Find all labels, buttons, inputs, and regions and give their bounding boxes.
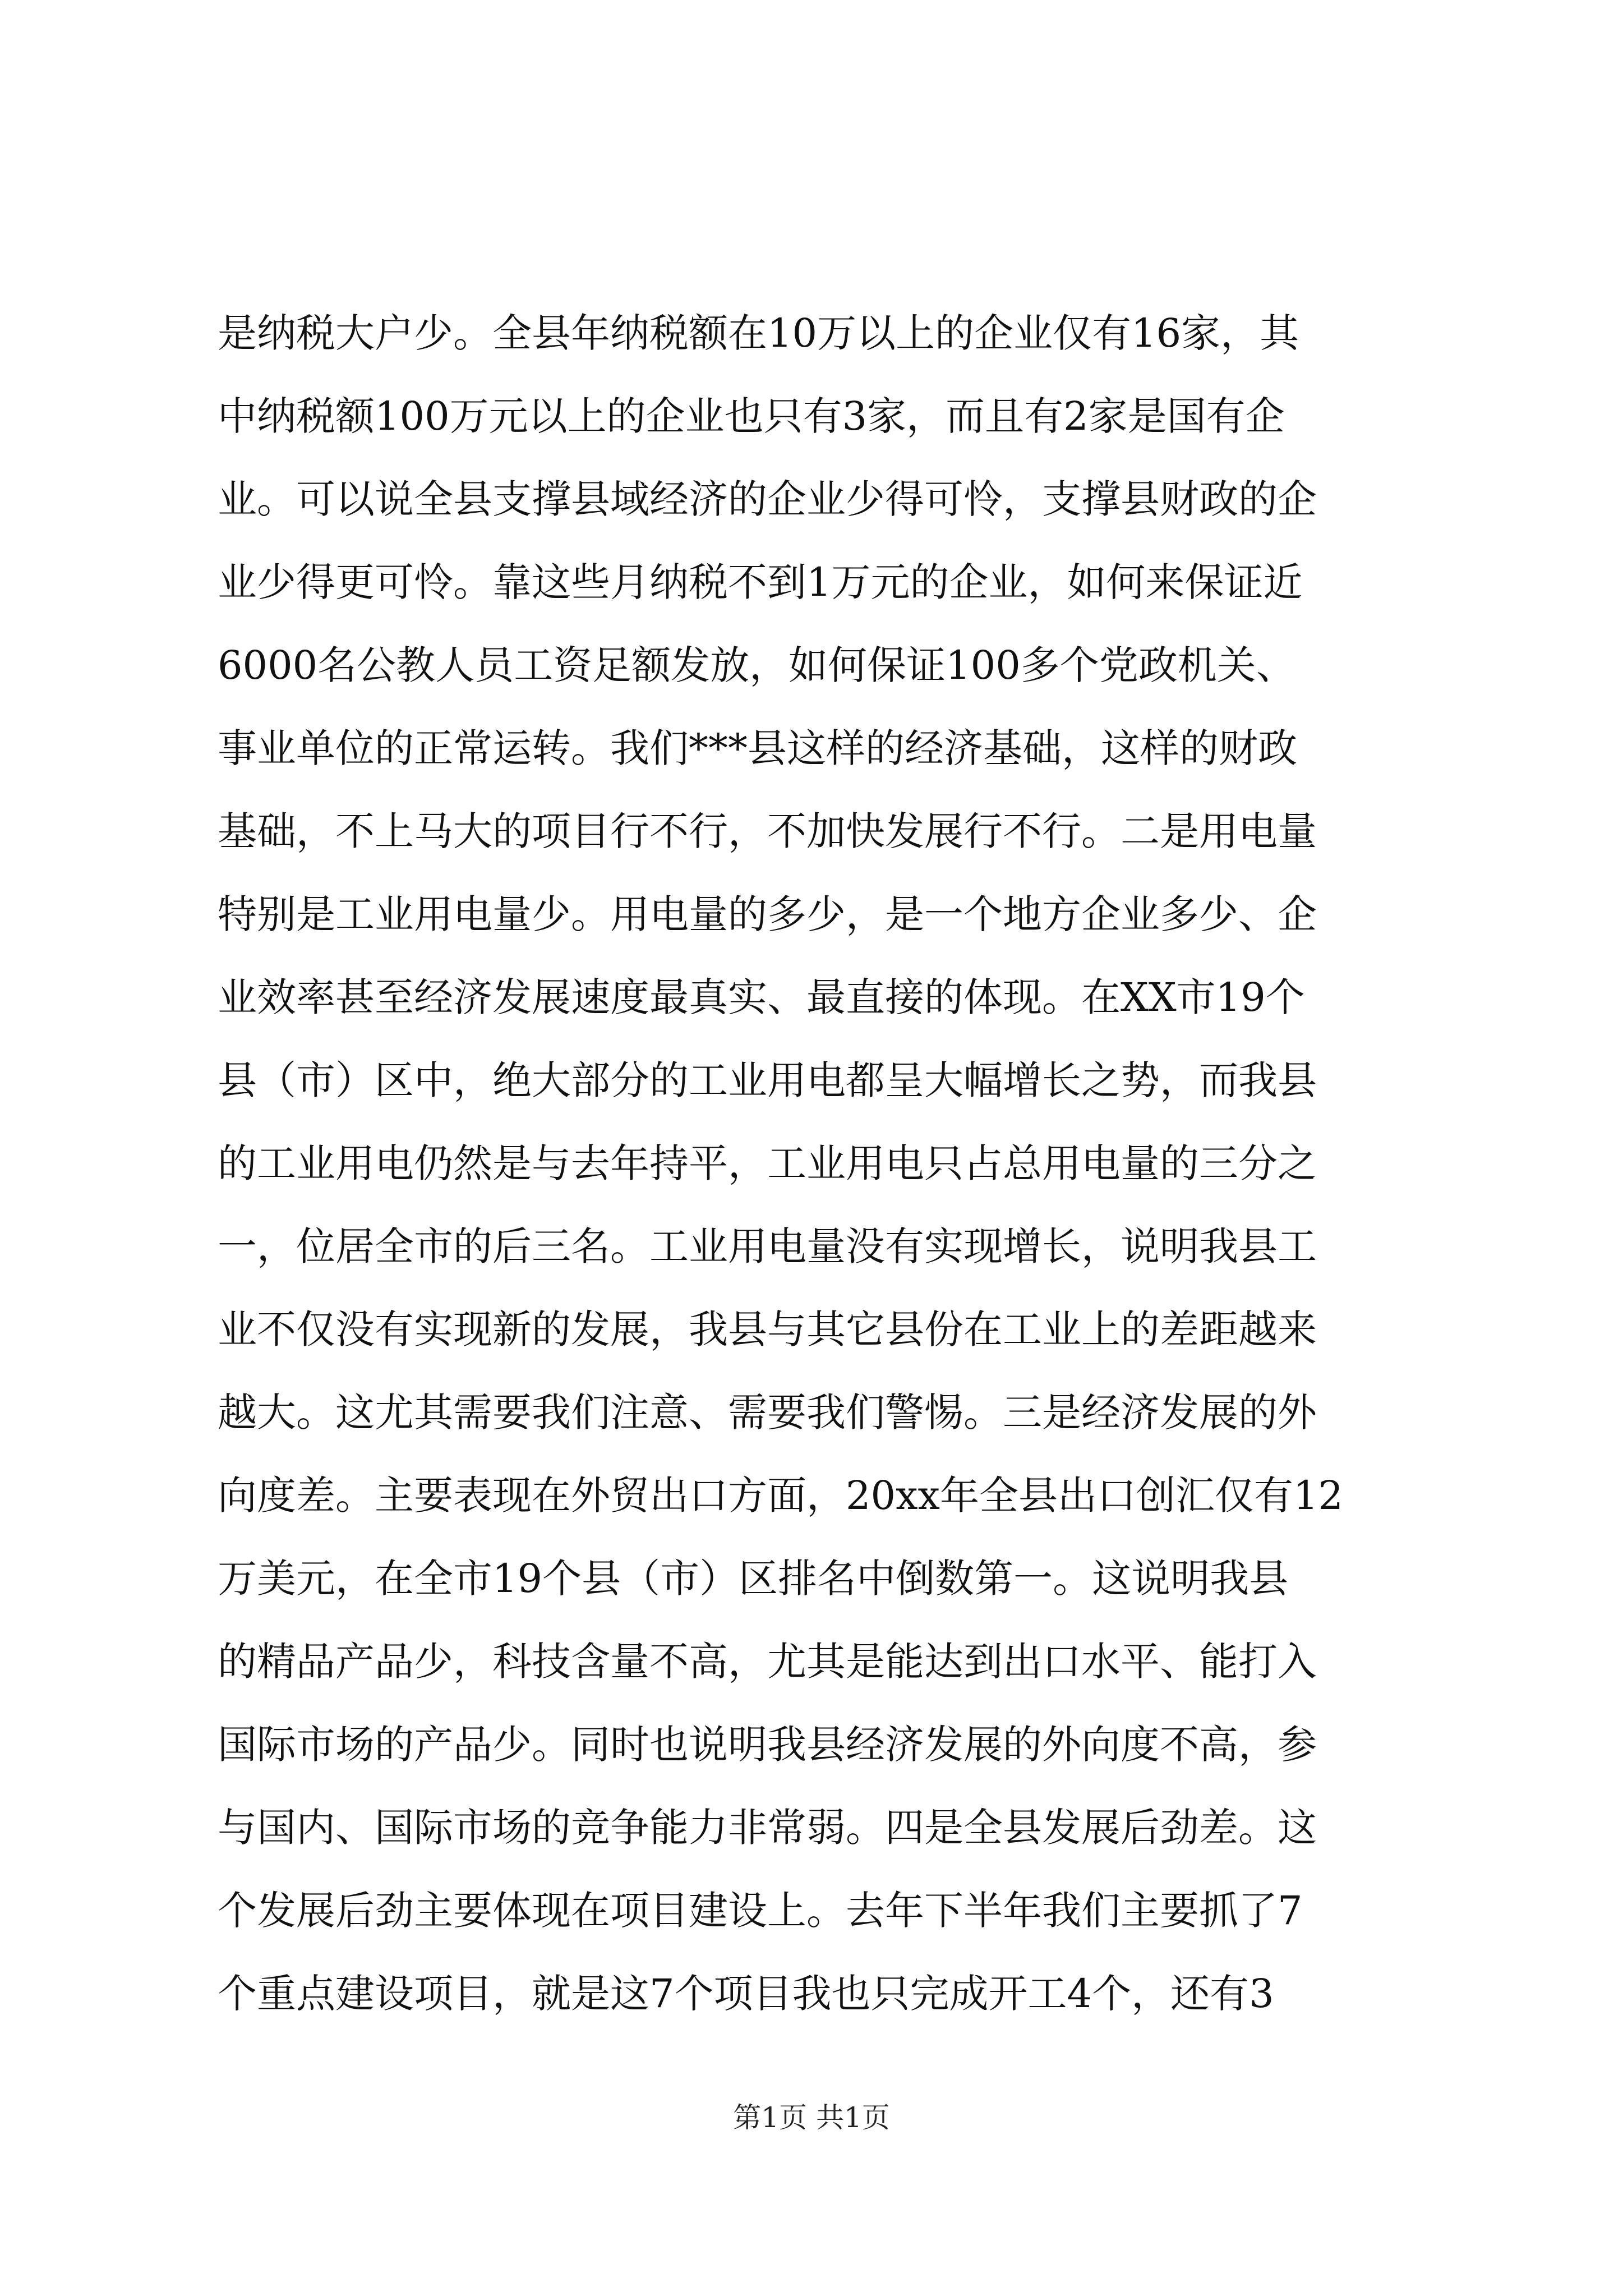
text-line: 一，位居全市的后三名。工业用电量没有实现增长，说明我县工: [218, 1223, 1317, 1269]
text-line: 个发展后劲主要体现在项目建设上。去年下半年我们主要抓了7: [218, 1888, 1303, 1934]
text-line: 业。可以说全县支撑县域经济的企业少得可怜，支撑县财政的企: [218, 476, 1317, 522]
text-line: 个重点建设项目，就是这7个项目我也只完成开工4个，还有3: [218, 1971, 1274, 2017]
text-line: 业不仅没有实现新的发展，我县与其它县份在工业上的差距越来: [218, 1306, 1317, 1352]
text-line: 中纳税额100万元以上的企业也只有3家，而且有2家是国有企: [218, 393, 1285, 439]
text-line: 业少得更可怜。靠这些月纳税不到1万元的企业，如何来保证近: [218, 559, 1303, 605]
page-footer: 第1页 共1页: [733, 2101, 890, 2134]
text-line: 越大。这尤其需要我们注意、需要我们警惕。三是经济发展的外: [218, 1389, 1317, 1435]
text-line: 特别是工业用电量少。用电量的多少，是一个地方企业多少、企: [218, 891, 1317, 937]
text-line: 是纳税大户少。全县年纳税额在10万以上的企业仅有16家，其: [218, 310, 1299, 356]
text-line: 万美元，在全市19个县（市）区排名中倒数第一。这说明我县: [218, 1556, 1289, 1602]
text-line: 与国内、国际市场的竞争能力非常弱。四是全县发展后劲差。这: [218, 1805, 1317, 1851]
text-line: 业效率甚至经济发展速度最真实、最直接的体现。在XX市19个: [218, 974, 1305, 1020]
text-line: 的精品产品少，科技含量不高，尤其是能达到出口水平、能打入: [218, 1639, 1317, 1685]
text-line: 的工业用电仍然是与去年持平，工业用电只占总用电量的三分之: [218, 1140, 1317, 1186]
text-line: 县（市）区中，绝大部分的工业用电都呈大幅增长之势，而我县: [218, 1057, 1317, 1103]
text-line: 基础，不上马大的项目行不行，不加快发展行不行。二是用电量: [218, 808, 1317, 854]
text-line: 国际市场的产品少。同时也说明我县经济发展的外向度不高，参: [218, 1722, 1317, 1768]
text-line: 向度差。主要表现在外贸出口方面，20xx年全县出口创汇仅有12: [218, 1473, 1344, 1519]
text-line: 6000名公教人员工资足额发放，如何保证100多个党政机关、: [218, 642, 1295, 688]
text-line: 事业单位的正常运转。我们***县这样的经济基础，这样的财政: [218, 725, 1297, 771]
body-text: [218, 292, 1418, 2035]
